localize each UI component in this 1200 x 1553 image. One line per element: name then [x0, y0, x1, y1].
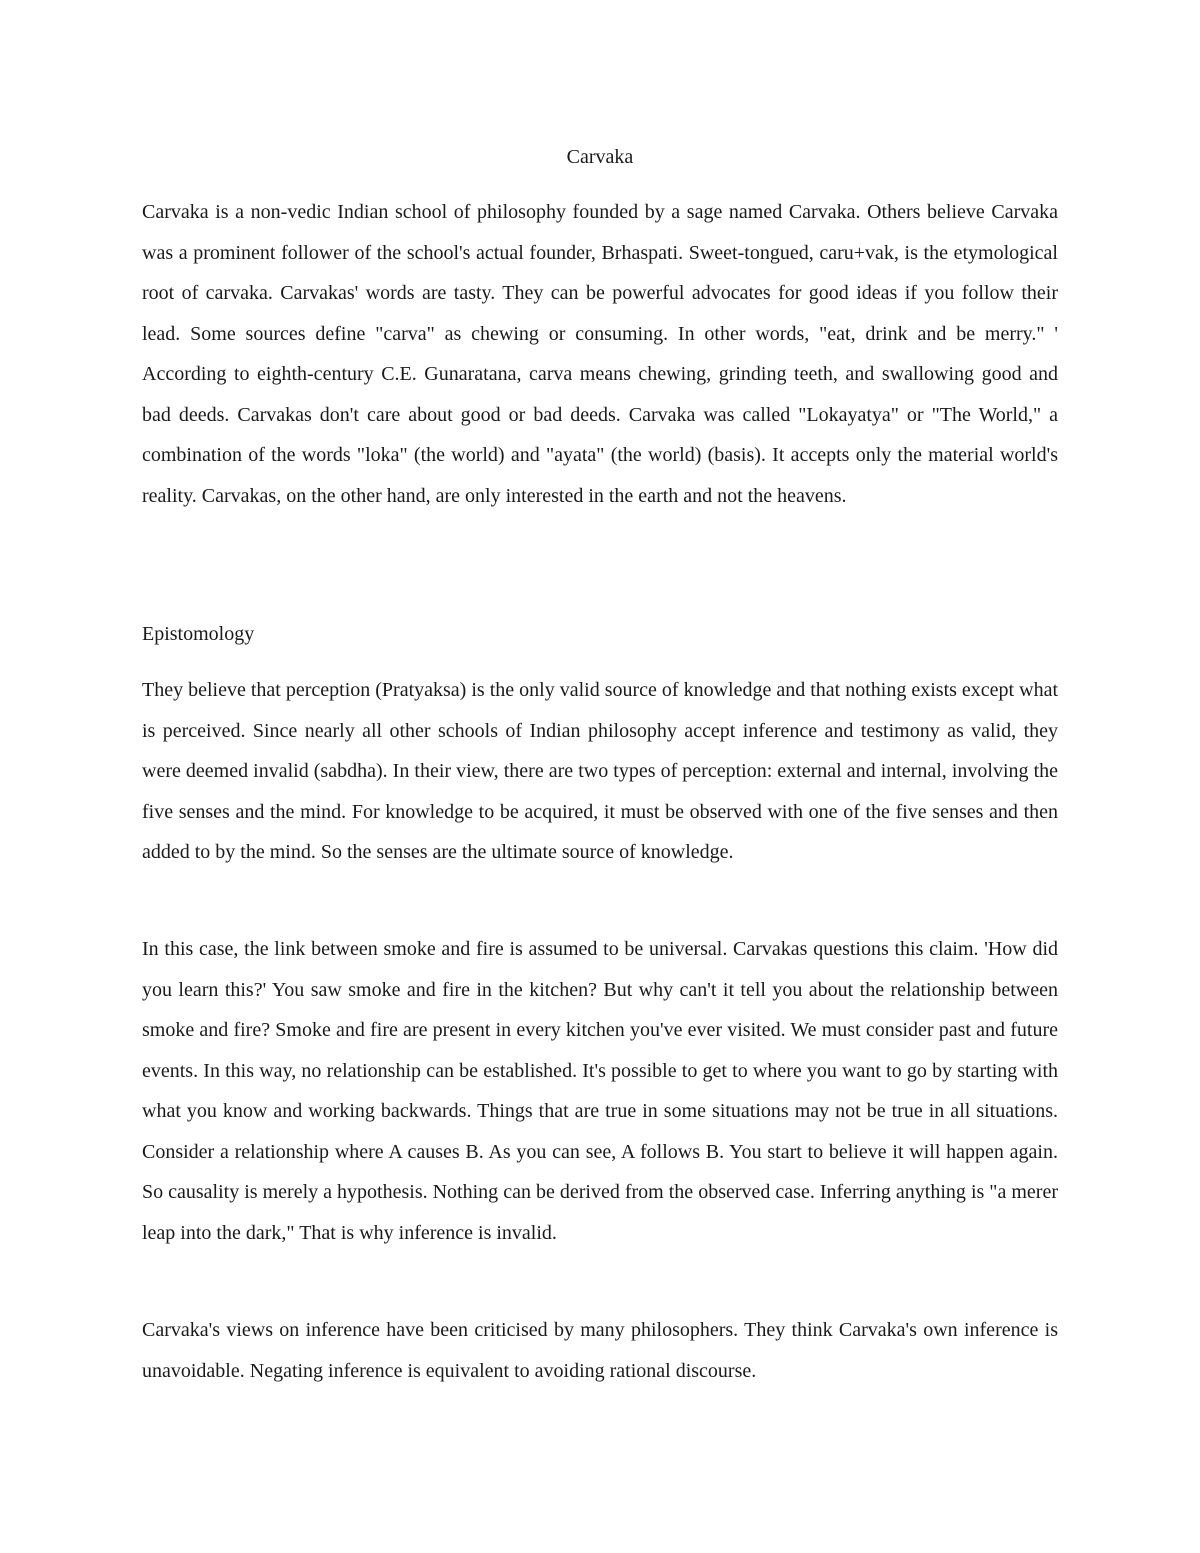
paragraph-intro: Carvaka is a non-vedic Indian school of philosophy founded by a sage named Carvaka. Others believe Carvaka was a prominent follower of the school's actual founder, Brhaspati. Sweet-tongued, caru+vak, is the etymological root of carvaka. Carvakas' words are tasty. They can be powerful advocates for good ideas if you follow their lead. Some sources define "carva" as chewing or consuming. In other words, "eat, drink and be merry." ' According to eighth-century C.E. Gunaratana, carva means chewing, grinding teeth, and swallowing good and bad deeds. Carvakas don't care about good or bad deeds. Carvaka was called "Lokayatya" or "The World," a combination of the words "loka" (the world) and "ayata" (the world) (basis). It accepts only the material world's reality. Carvakas, on the other hand, are only interested in the earth and not the heavens.: [142, 201, 1058, 507]
heading-container: [142, 620, 1058, 648]
document-title: Carvaka: [566, 146, 634, 168]
section-heading-epistemology: Epistomology: [142, 623, 255, 645]
paragraph-intro-container: [142, 192, 1058, 516]
paragraph-perception-container: [142, 670, 1058, 873]
paragraph-perception: They believe that perception (Pratyaksa) is the only valid source of knowledge and that nothing exists except what is perceived. Since nearly all other schools of Indian philosophy accept inference and testimony as valid, they were deemed invalid (sabdha). In their view, there are two types of perception: external and internal, involving the five senses and the mind. For knowledge to be acquired, it must be observed with one of the five senses and then added to by the mind. So the senses are the ultimate source of knowledge.: [142, 679, 1058, 863]
paragraph-inference: In this case, the link between smoke and fire is assumed to be universal. Carvakas questions this claim. 'How did you learn this?' You saw smoke and fire in the kitchen? But why can't it tell you about the relationship between smoke and fire? Smoke and fire are present in every kitchen you've ever visited. We must consider past and future events. In this way, no relationship can be established. It's possible to get to where you want to go by starting with what you know and working backwards. Things that are true in some situations may not be true in all situations. Consider a relationship where A causes B. As you can see, A follows B. You start to believe it will happen again. So causality is merely a hypothesis. Nothing can be derived from the observed case. Inferring anything is "a merer leap into the dark," That is why inference is invalid.: [142, 938, 1058, 1244]
paragraph-criticism-container: [142, 1310, 1058, 1391]
paragraph-inference-container: [142, 929, 1058, 1253]
paragraph-criticism: Carvaka's views on inference have been criticised by many philosophers. They think Carvaka's own inference is unavoidable. Negating inference is equivalent to avoiding rational discourse.: [142, 1319, 1058, 1382]
